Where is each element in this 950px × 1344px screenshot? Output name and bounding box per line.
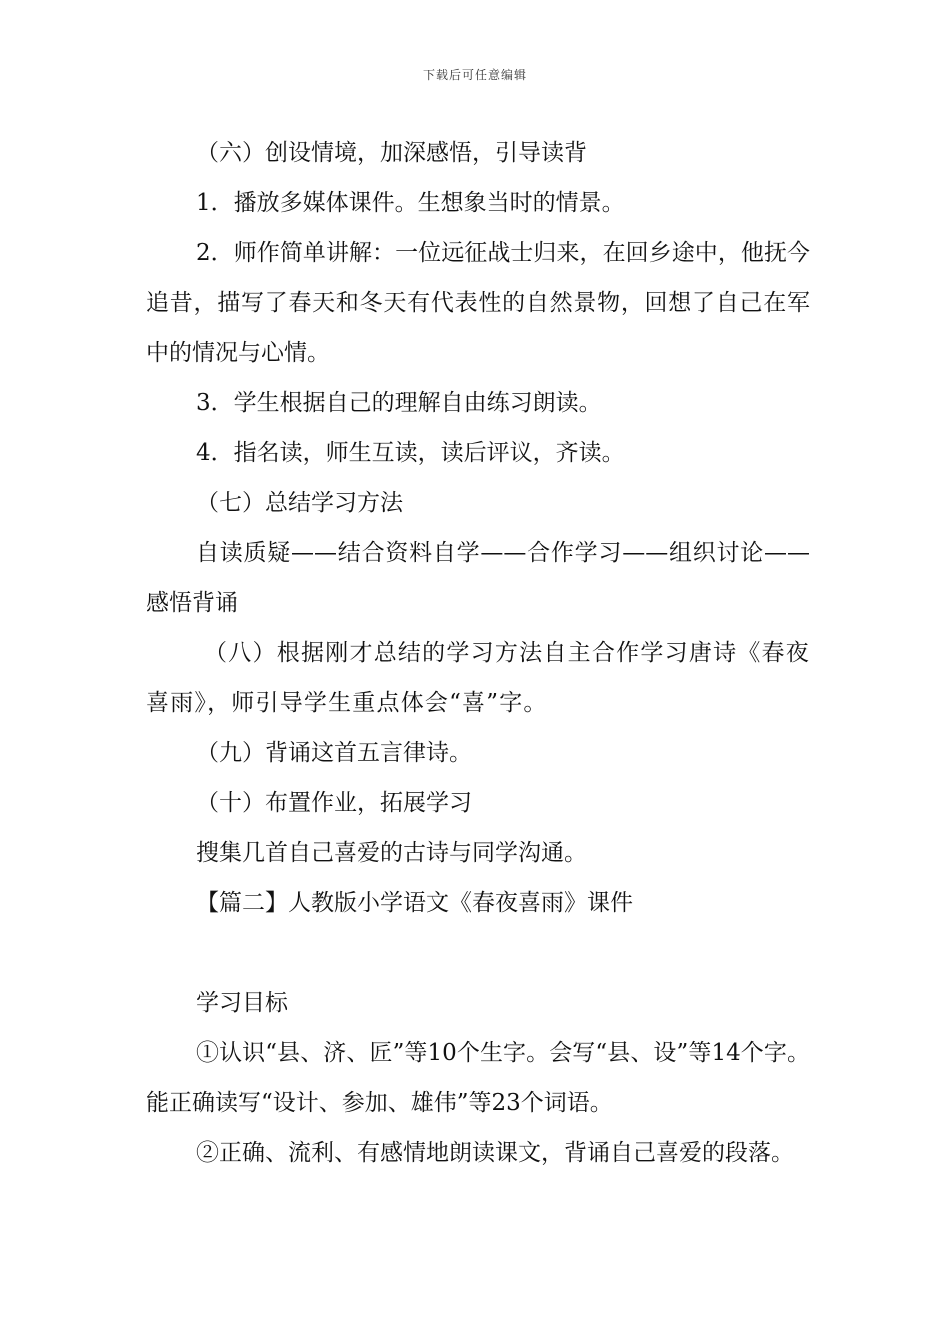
section-heading-nine: （九）背诵这首五言律诗。 bbox=[196, 740, 472, 766]
paragraph: 自读质疑——结合资料自学——合作学习——组织讨论——感悟背诵 bbox=[146, 540, 810, 616]
paragraph: 1．播放多媒体课件。生想象当时的情景。 bbox=[196, 190, 625, 216]
subheading-learning-goals: 学习目标 bbox=[196, 990, 288, 1016]
section-heading-seven: （七）总结学习方法 bbox=[196, 490, 403, 516]
section-heading-eight: （八）根据刚才总结的学习方法自主合作学习唐诗《春夜喜雨》，师引导学生重点体会“喜”字。 bbox=[146, 640, 810, 716]
section-heading-six: （六）创设情境，加深感悟，引导读背 bbox=[196, 140, 587, 166]
section-heading-ten: （十）布置作业，拓展学习 bbox=[196, 790, 472, 816]
chapter-heading: 【篇二】人教版小学语文《春夜喜雨》课件 bbox=[196, 890, 633, 916]
paragraph: ①认识“县、济、匠”等10个生字。会写“县、设”等14个字。能正确读写“设计、参加、雄伟”等23个词语。 bbox=[146, 1040, 810, 1116]
paragraph: 3．学生根据自己的理解自由练习朗读。 bbox=[196, 390, 602, 416]
paragraph: 搜集几首自己喜爱的古诗与同学沟通。 bbox=[196, 840, 587, 866]
paragraph: 4．指名读，师生互读，读后评议，齐读。 bbox=[196, 440, 625, 466]
paragraph: ②正确、流利、有感情地朗读课文，背诵自己喜爱的段落。 bbox=[196, 1140, 794, 1166]
document-body bbox=[146, 128, 810, 1178]
blank-line bbox=[146, 928, 810, 978]
page-header: 下载后可任意编辑 bbox=[422, 68, 527, 82]
paragraph: 2．师作简单讲解：一位远征战士归来，在回乡途中，他抚今追昔，描写了春天和冬天有代表性的自然景物，回想了自己在军中的情况与心情。 bbox=[146, 240, 810, 366]
